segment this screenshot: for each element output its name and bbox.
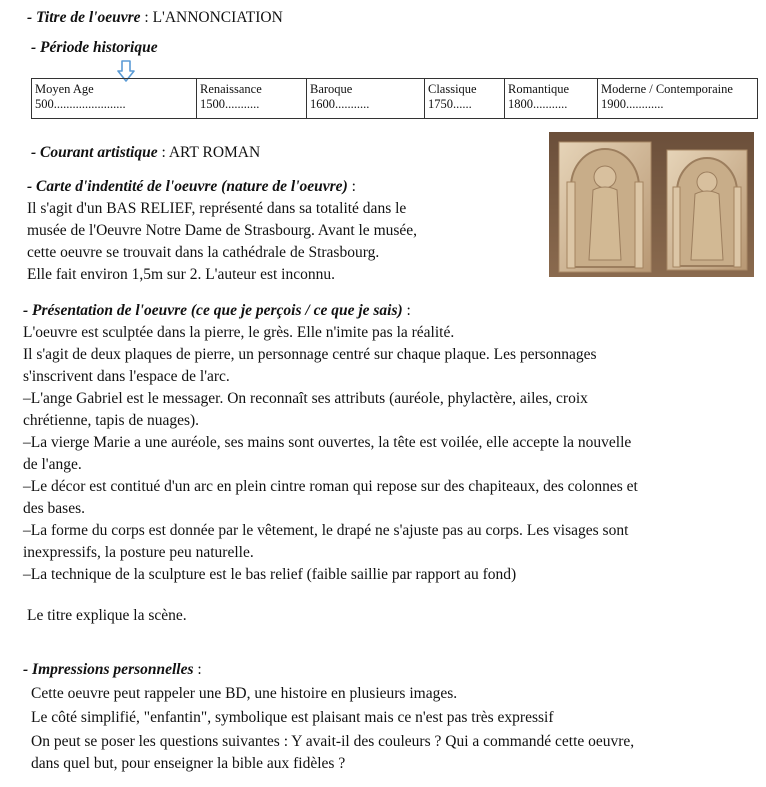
timeline-period-year: 1500........... [200,97,260,111]
presentation-heading-line [23,300,411,322]
identity-heading-line [27,176,356,198]
presentation-line: –Le décor est contitué d'un arc en plein cintre roman qui repose sur des chapiteaux, des colonnes et [23,478,638,495]
impressions-line: dans quel but, pour enseigner la bible aux fidèles ? [31,755,346,772]
title-value: L'ANNONCIATION [152,9,283,26]
timeline-cell [505,79,598,118]
presentation-line: inexpressifs, la posture peu naturelle. [23,544,254,561]
movement-label: - Courant artistique [31,144,158,161]
presentation-line: –La technique de la sculpture est le bas relief (faible saillie par rapport au fond) [23,566,517,583]
timeline-cell [425,79,505,118]
identity-line: Il s'agit d'un BAS RELIEF, représenté dans sa totalité dans le [27,200,407,217]
timeline-period-year: 1600........... [310,97,370,111]
impressions-label: - Impressions personnelles [23,661,194,678]
presentation-line: des bases. [23,500,85,517]
period-heading: - Période historique [31,39,158,56]
timeline-cell [197,79,307,118]
presentation-line: s'inscrivent dans l'espace de l'arc. [23,368,230,385]
timeline-cell [598,79,757,118]
period-timeline [31,78,758,119]
identity-line: musée de l'Oeuvre Notre Dame de Strasbourg. Avant le musée, [27,222,418,239]
presentation-line: chrétienne, tapis de nuages). [23,412,200,429]
presentation-line: –La forme du corps est donnée par le vêtement, le drapé ne s'ajuste pas au corps. Les visages sont [23,522,629,539]
impressions-line: Cette oeuvre peut rappeler une BD, une histoire en plusieurs images. [31,685,458,702]
identity-line: Elle fait environ 1,5m sur 2. L'auteur est inconnu. [27,266,335,283]
presentation-line: –L'ange Gabriel est le messager. On reconnaît ses attributs (auréole, phylactère, ailes, croix [23,390,588,407]
presentation-conclusion: Le titre explique la scène. [27,607,187,624]
impressions-separator: : [193,661,202,678]
timeline-cell [32,79,197,118]
impressions-paragraph [31,683,756,775]
presentation-line: –La vierge Marie a une auréole, ses mains sont ouvertes, la tête est voilée, elle accepte la nouvelle [23,434,632,451]
timeline-period-year: 1800........... [508,97,568,111]
timeline-cell [307,79,425,118]
timeline-period-year: 500....................... [35,97,126,111]
identity-line: cette oeuvre se trouvait dans la cathédrale de Strasbourg. [27,244,380,261]
artistic-movement-line [31,142,260,164]
timeline-period-year: 1900............ [601,97,664,111]
title-separator: : [140,9,153,26]
timeline-period-name: Classique [428,82,477,96]
timeline-period-name: Moyen Age [35,82,94,96]
timeline-period-year: 1750...... [428,97,472,111]
timeline-period-name: Moderne / Contemporaine [601,82,733,96]
timeline-period-name: Romantique [508,82,570,96]
identity-separator: : [347,178,356,195]
movement-value: ART ROMAN [168,144,261,161]
artwork-title-line [27,7,283,29]
timeline-period-name: Baroque [310,82,353,96]
impressions-line: Le côté simplifié, "enfantin", symbolique est plaisant mais ce n'est pas très expressif [31,709,554,726]
presentation-label: - Présentation de l'oeuvre (ce que je perçois / ce que je sais) [23,302,403,319]
title-label: - Titre de l'oeuvre [27,9,141,26]
presentation-paragraph [23,322,758,586]
identity-paragraph [27,198,417,286]
impressions-line: On peut se poser les questions suivantes : Y avait-il des couleurs ? Qui a commandé cette oeuvre, [31,733,635,750]
impressions-heading-line [23,659,202,681]
movement-separator: : [157,144,169,161]
presentation-separator: : [402,302,411,319]
presentation-line: de l'ange. [23,456,82,473]
identity-label: - Carte d'indentité de l'oeuvre (nature de l'oeuvre) [27,178,348,195]
timeline-period-name: Renaissance [200,82,262,96]
artwork-photo [549,132,754,277]
presentation-line: Il s'agit de deux plaques de pierre, un personnage centré sur chaque plaque. Les personnages [23,346,597,363]
bas-relief-image [549,132,754,277]
presentation-line: L'oeuvre est sculptée dans la pierre, le grès. Elle n'imite pas la réalité. [23,324,455,341]
